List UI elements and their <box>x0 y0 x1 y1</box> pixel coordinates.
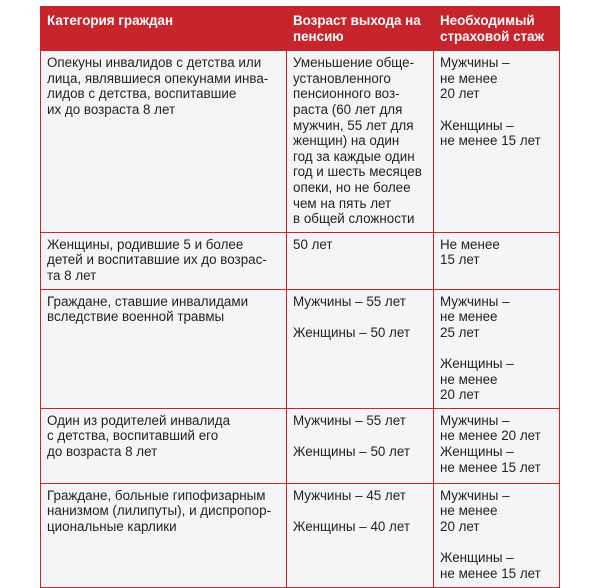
cell-line: не менее <box>440 371 498 387</box>
cell-line: их до возраста 8 лет <box>47 101 176 117</box>
category-cell <box>41 483 287 587</box>
cell-line: не менее <box>440 309 498 325</box>
cell-line: 20 лет <box>440 387 480 403</box>
cell-line: Мужчины – 45 лет <box>293 487 406 503</box>
cell-line: опеки, но не более <box>293 179 411 195</box>
cell-line: 20 лет <box>440 86 480 102</box>
cell-line: Граждане, больные гипофизарным <box>47 487 266 503</box>
cell-line: до возраста 8 лет <box>47 444 158 460</box>
cell-line: та 8 лет <box>47 267 97 283</box>
cell-line: не менее 15 лет <box>440 459 541 475</box>
retirement-age-cell <box>287 408 434 483</box>
cell-line: Женщины – <box>440 550 514 566</box>
cell-line: 25 лет <box>440 324 480 340</box>
cell-line: 15 лет <box>440 252 480 268</box>
table-row <box>41 483 560 587</box>
insurance-period-cell <box>434 483 560 587</box>
retirement-age-cell <box>287 483 434 587</box>
cell-line: Женщины – <box>440 117 514 133</box>
cell-line: циональные карлики <box>47 519 177 535</box>
cell-line: Мужчины – <box>440 487 510 503</box>
cell-line: установленного <box>293 70 391 86</box>
category-cell <box>41 232 287 289</box>
insurance-period-cell <box>434 408 560 483</box>
cell-line: не менее <box>440 503 498 519</box>
retirement-age-cell <box>287 232 434 289</box>
cell-line: не менее <box>440 70 498 86</box>
cell-line: в общей сложности <box>293 211 415 227</box>
cell-line: лица, являвшиеся опекунами инва- <box>47 70 269 86</box>
cell-line: Не менее <box>440 236 500 252</box>
cell-line: детей и воспитавшие их до возрас- <box>47 252 267 268</box>
table-row <box>41 232 560 289</box>
table-header-row <box>41 7 560 51</box>
cell-line: Мужчины – 55 лет <box>293 293 406 309</box>
cell-line: с детства, воспитавший его <box>47 428 219 444</box>
header-category: Категория граждан <box>41 7 287 51</box>
cell-line: год за каждые один <box>293 148 415 164</box>
cell-line: Женщины – 40 лет <box>293 519 411 535</box>
cell-line: Женщины – 50 лет <box>293 324 411 340</box>
cell-line: 20 лет <box>440 519 480 535</box>
cell-line: не менее 15 лет <box>440 133 541 149</box>
cell-line: Мужчины – 55 лет <box>293 412 406 428</box>
cell-line: Мужчины – <box>440 293 510 309</box>
cell-line: Опекуны инвалидов с детства или <box>47 55 262 71</box>
category-cell <box>41 51 287 233</box>
cell-line: Женщины, родившие 5 и более <box>47 236 244 252</box>
cell-line: чем на пять лет <box>293 195 392 211</box>
cell-line: Мужчины – <box>440 412 510 428</box>
insurance-period-cell <box>434 289 560 408</box>
cell-line: мужчин, 55 лет для <box>293 117 414 133</box>
pension-benefits-table <box>40 6 560 588</box>
cell-line: нанизмом (лилипуты), и диспропор- <box>47 503 272 519</box>
cell-line: Женщины – <box>440 444 514 460</box>
category-cell <box>41 408 287 483</box>
category-cell <box>41 289 287 408</box>
cell-line: Мужчины – <box>440 55 510 71</box>
cell-line: 50 лет <box>293 236 333 252</box>
cell-line: не менее 15 лет <box>440 565 541 581</box>
retirement-age-cell <box>287 289 434 408</box>
cell-line: раста (60 лет для <box>293 101 403 117</box>
cell-line: Уменьшение обще- <box>293 55 415 71</box>
cell-line: Один из родителей инвалида <box>47 412 231 428</box>
cell-line: вследствие военной травмы <box>47 309 225 325</box>
insurance-period-cell <box>434 232 560 289</box>
cell-line: год и шесть месяцев <box>293 164 422 180</box>
header-retirement-age: Возраст выхода на пенсию <box>287 7 434 51</box>
cell-line: Граждане, ставшие инвалидами <box>47 293 249 309</box>
retirement-age-cell <box>287 51 434 233</box>
table-row <box>41 289 560 408</box>
cell-line: женщин) на один <box>293 133 400 149</box>
cell-line: не менее 20 лет <box>440 428 541 444</box>
cell-line: Женщины – 50 лет <box>293 444 411 460</box>
cell-line: пенсионного воз- <box>293 86 400 102</box>
cell-line: лидов с детства, воспитавшие <box>47 86 237 102</box>
table-row <box>41 408 560 483</box>
header-insurance-period: Необходимый страховой стаж <box>434 7 560 51</box>
table-row <box>41 51 560 233</box>
cell-line: Женщины – <box>440 356 514 372</box>
insurance-period-cell <box>434 51 560 233</box>
